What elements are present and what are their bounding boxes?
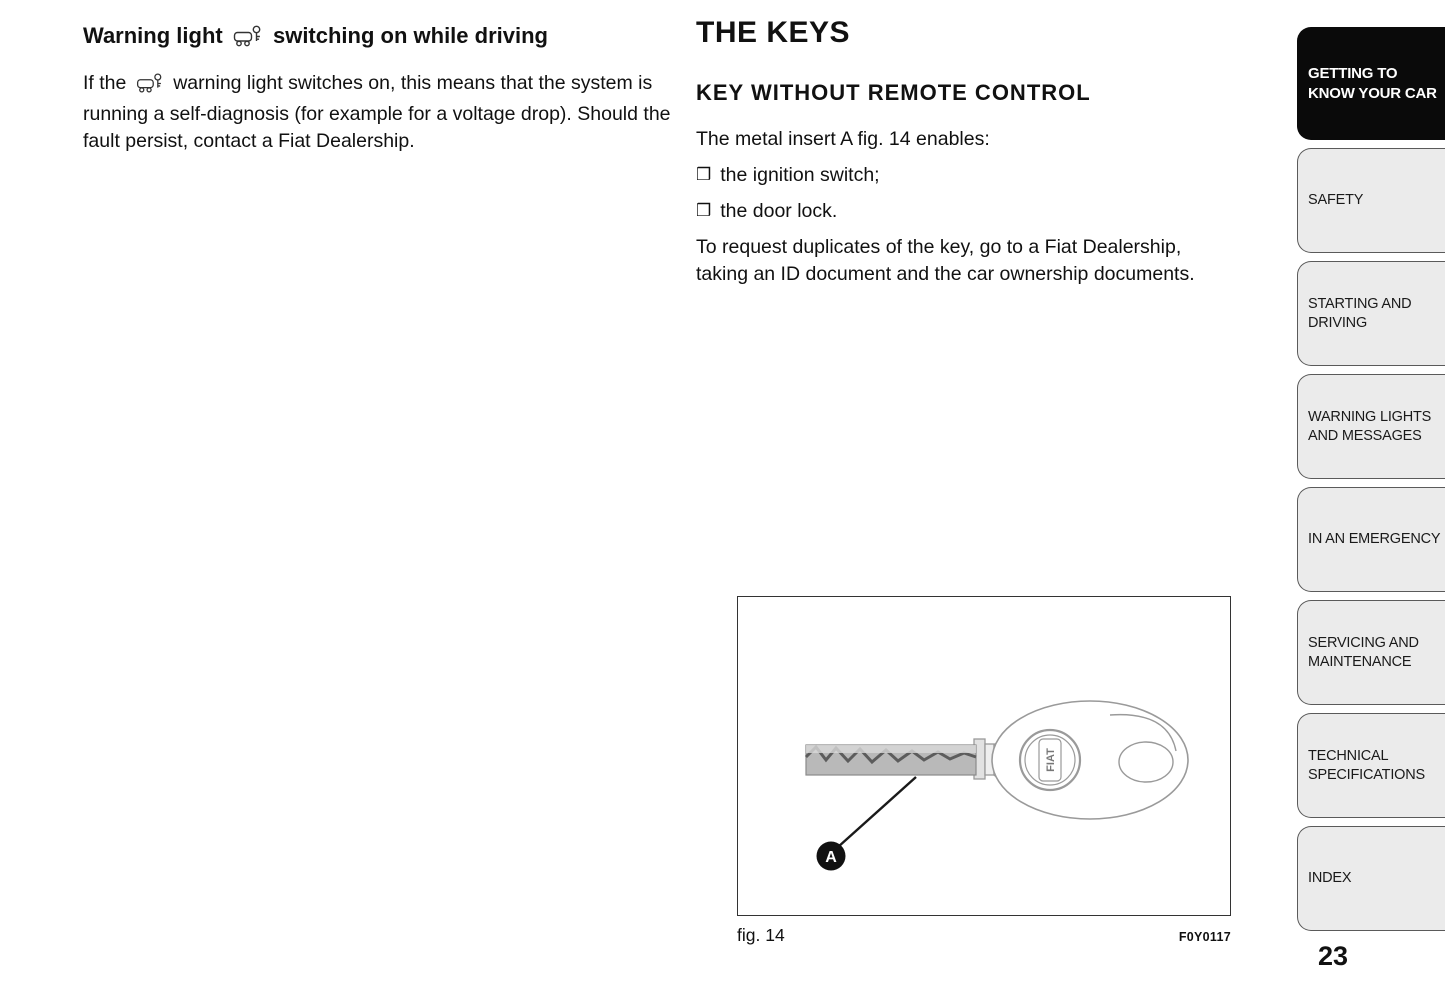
- body-text-after: warning light switches on, this means that the system is running a self-diagnosis (for example for a voltage drop). Should the fault persist, contact a Fiat Dealership.: [83, 71, 671, 152]
- tab-in-an-emergency[interactable]: [1297, 487, 1445, 592]
- body-text-before: If the: [83, 71, 127, 94]
- fiat-code-warning-icon: [233, 24, 263, 55]
- square-bullet-icon: ❒: [696, 165, 712, 185]
- figure-14: [737, 596, 1231, 946]
- warning-light-paragraph: [83, 70, 671, 155]
- heading-text-before: Warning light: [83, 23, 223, 48]
- key-drawing: [738, 597, 1229, 914]
- list-item: [696, 162, 1236, 188]
- heading-text-after: switching on while driving: [272, 23, 548, 48]
- tab-getting-to-know-your-car[interactable]: [1297, 27, 1445, 140]
- key-illustration: [737, 596, 1231, 916]
- duplicates-paragraph: To request duplicates of the key, go to a Fiat Dealership, taking an ID document and the car ownership documents.: [696, 236, 1195, 285]
- tab-technical-specifications[interactable]: [1297, 713, 1445, 818]
- section-subtitle: KEY WITHOUT REMOTE CONTROL: [696, 80, 1091, 105]
- tab-safety[interactable]: [1297, 148, 1445, 253]
- tab-servicing-and-maintenance[interactable]: [1297, 600, 1445, 705]
- figure-caption-row: [737, 925, 1231, 946]
- chapter-tab-sidebar: [1297, 27, 1445, 939]
- fiat-code-warning-icon: [136, 72, 164, 102]
- keys-section: [696, 16, 1236, 287]
- figure-caption: fig. 14: [737, 925, 785, 945]
- section-title: THE KEYS: [696, 16, 851, 49]
- figure-code: F0Y0117: [1178, 930, 1231, 944]
- tab-label: GETTING TO KNOW YOUR CAR: [1308, 65, 1437, 102]
- list-item-text: the ignition switch;: [720, 164, 880, 187]
- page-number: 23: [1318, 941, 1349, 971]
- tab-label: SAFETY: [1308, 192, 1364, 209]
- list-item-text: the door lock.: [720, 200, 838, 223]
- tab-index[interactable]: [1297, 826, 1445, 931]
- tab-starting-and-driving[interactable]: [1297, 261, 1445, 366]
- tab-label: WARNING LIGHTS AND MESSAGES: [1308, 408, 1432, 444]
- tab-warning-lights-and-messages[interactable]: [1297, 374, 1445, 479]
- callout-a-label: A: [825, 849, 837, 866]
- tab-label: IN AN EMERGENCY: [1308, 531, 1441, 548]
- list-item: [696, 198, 1236, 224]
- warning-light-heading: [83, 22, 671, 55]
- tab-label: SERVICING AND MAINTENANCE: [1308, 634, 1419, 670]
- tab-label: STARTING AND DRIVING: [1308, 295, 1412, 331]
- square-bullet-icon: ❒: [696, 201, 712, 221]
- intro-text: The metal insert A fig. 14 enables:: [696, 128, 990, 151]
- tab-label: TECHNICAL SPECIFICATIONS: [1308, 747, 1425, 783]
- tab-label: INDEX: [1308, 870, 1352, 887]
- left-column: [83, 22, 671, 154]
- fiat-logo-text: FIAT: [1045, 748, 1057, 772]
